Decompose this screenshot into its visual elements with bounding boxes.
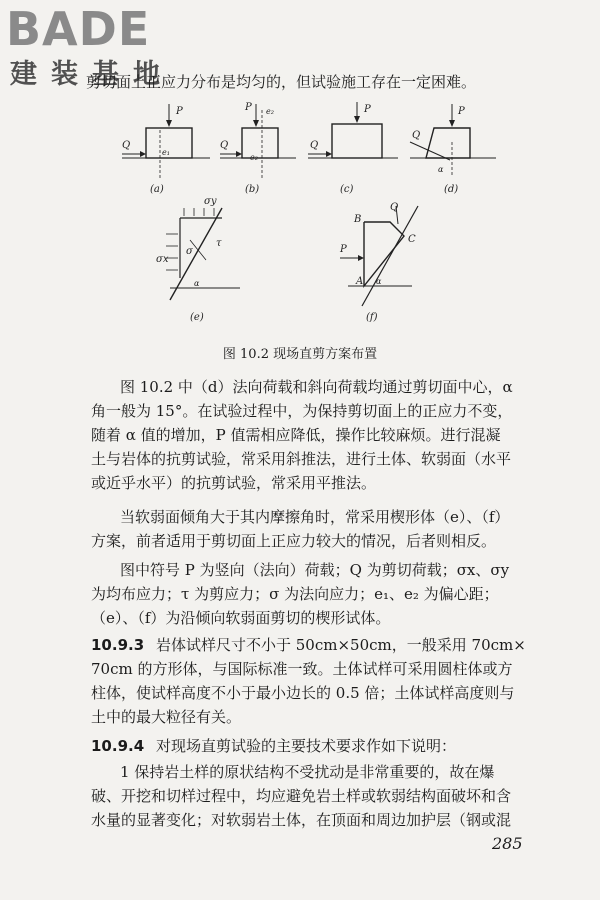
b-Q: Q [220, 140, 229, 151]
figure-10-2 [100, 98, 520, 330]
b-P: P [245, 102, 252, 113]
body-line-18: 水量的显著变化；对软弱岩土体，在顶面和周边加护层（钢或混 [91, 811, 512, 829]
diagram-c [308, 102, 398, 195]
f-A: A [356, 276, 364, 287]
b-e2-top: e₂ [266, 107, 274, 116]
d-caption: (d) [444, 184, 459, 195]
e-tau: τ [216, 238, 222, 249]
b-caption: (b) [245, 184, 260, 195]
d-Q: Q [412, 130, 421, 141]
diagram-d [410, 104, 496, 195]
body-line-12: 70cm 的方形体，与国际标准一致。土体试样可采用圆柱体或方 [91, 660, 513, 678]
f-B: B [354, 214, 362, 225]
body-line-2: 角一般为 15°。在试验过程中，为保持剪切面上的正应力不变， [91, 402, 513, 420]
diagram-a [122, 104, 210, 195]
e-alpha: α [194, 279, 200, 288]
section-10-9-4: 10.9.4 [91, 737, 145, 755]
body-line-10: （e）、（f）为沿倾向软弱面剪切的楔形试体。 [91, 609, 391, 627]
figure-caption: 图 10.2 现场直剪方案布置 [222, 347, 378, 362]
body-line-1: 图 10.2 中（d）法向荷载和斜向荷载均通过剪切面中心，α [120, 378, 513, 396]
body-line-15: 对现场直剪试验的主要技术要求作如下说明： [156, 737, 457, 755]
diagram-e [156, 196, 240, 323]
d-P: P [458, 106, 465, 117]
e-sigma: σ [186, 246, 193, 257]
f-C: C [408, 234, 416, 245]
body-line-8: 图中符号 P 为竖向（法向）荷载；Q 为剪切荷载；σx、σy [120, 561, 510, 579]
d-alpha: α [438, 165, 444, 174]
diagram-b [220, 102, 296, 195]
f-Q: Q [390, 202, 399, 213]
body-line-4: 土与岩体的抗剪试验，常采用斜推法，进行土体、软弱面（水平 [91, 450, 512, 468]
top-line: 剪切面上正应力分布是均匀的，但试验施工存在一定困难。 [86, 73, 477, 91]
body-line-14: 土中的最大粒径有关。 [91, 708, 242, 726]
e-sigma-x: σx [156, 254, 169, 265]
body-line-9: 为均布应力；τ 为剪应力；σ 为法向应力；e₁、e₂ 为偏心距； [91, 585, 499, 603]
logo-brand: BADE [6, 2, 151, 56]
shear-test-diagrams [100, 98, 520, 330]
section-10-9-3: 10.9.3 [91, 636, 145, 654]
c-caption: (c) [340, 184, 354, 195]
e-caption: (e) [190, 312, 204, 323]
a-P: P [176, 106, 183, 117]
a-caption: (a) [150, 184, 164, 195]
body-line-17: 破、开挖和切样过程中，均应避免岩土样或软弱结构面破坏和含 [91, 787, 512, 805]
b-e2: e₂ [250, 153, 258, 162]
body-line-7: 方案，前者适用于剪切面上正应力较大的情况，后者则相反。 [91, 532, 497, 550]
body-line-11: 岩体试样尺寸不小于 50cm×50cm，一般采用 70cm× [156, 636, 526, 654]
body-line-16: 1 保持岩土样的原状结构不受扰动是非常重要的，故在爆 [120, 763, 495, 781]
f-alpha: α [376, 277, 382, 286]
logo-subtitle: 建装基地 [10, 59, 174, 90]
diagram-f [339, 202, 418, 323]
f-P: P [340, 244, 347, 255]
e-sigma-y: σy [204, 196, 217, 207]
a-Q: Q [122, 140, 131, 151]
a-e1: e₁ [162, 148, 170, 157]
body-line-3: 随着 α 值的增加，P 值需相应降低，操作比较麻烦。进行混凝 [91, 426, 501, 444]
page-number: 285 [492, 834, 523, 853]
c-Q: Q [310, 140, 319, 151]
body-line-6: 当软弱面倾角大于其内摩擦角时，常采用楔形体（e）、（f） [120, 508, 510, 526]
f-caption: (f) [366, 312, 378, 323]
body-line-13: 柱体，使试样高度不小于最小边长的 0.5 倍；土体试样高度则与 [91, 684, 515, 702]
body-line-5: 或近乎水平）的抗剪试验，常采用平推法。 [91, 474, 377, 492]
c-P: P [364, 104, 371, 115]
